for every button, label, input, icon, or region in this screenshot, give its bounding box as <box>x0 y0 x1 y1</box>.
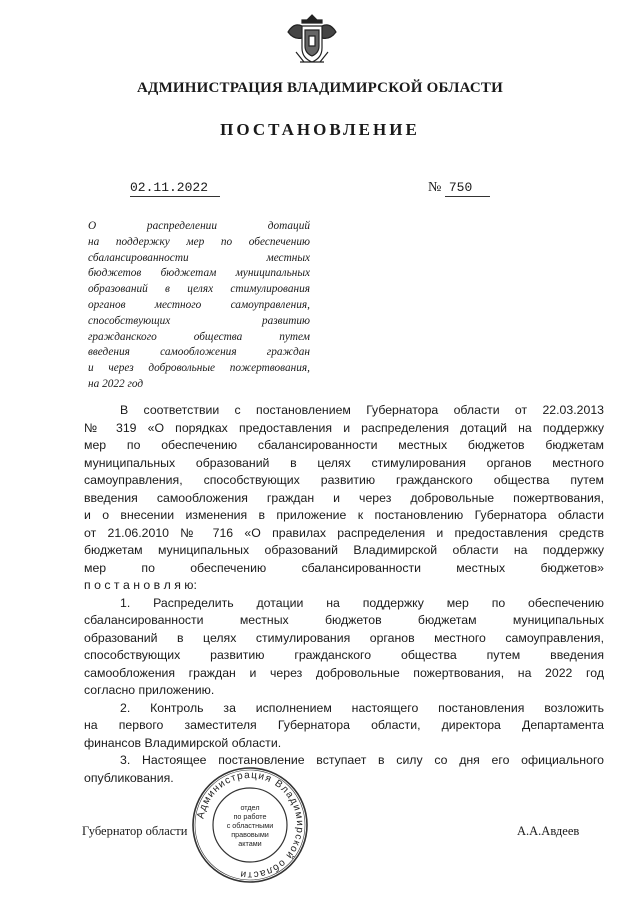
subject-line: введения самообложения граждан <box>88 346 310 359</box>
item1-line: сбалансированности местных бюджетов бюджетам муниципальных <box>84 613 604 627</box>
preamble-line: № 319 «О порядках предоставления и распределения дотаций на поддержку <box>84 420 604 435</box>
stamp-line: правовыми <box>231 830 269 839</box>
signature-role: Губернатор области <box>82 824 188 838</box>
stamp-line: актами <box>238 839 262 848</box>
item1-line: 1. Распределить дотации на поддержку мер по обеспечению <box>120 595 604 610</box>
subject-line: и через добровольные пожертвования, <box>88 362 310 375</box>
item1-line: самообложения граждан и через добровольные пожертвования, на 2022 год <box>84 665 604 680</box>
official-stamp <box>190 765 310 885</box>
subject-line: бюджетов бюджетам муниципальных <box>88 267 310 280</box>
preamble-line: самоуправления, способствующих развитию гражданского общества путем <box>84 473 604 487</box>
coat-of-arms-icon <box>278 12 346 72</box>
subject-line: образований в целях стимулирования <box>88 283 310 296</box>
document-number <box>428 180 490 196</box>
resolve-word: п о с т а н о в л я ю: <box>84 578 197 592</box>
document-body <box>84 402 604 787</box>
subject-line: органов местного самоуправления, <box>88 298 310 311</box>
item1-line: образований в целях стимулирования органов местного самоуправления, <box>84 630 604 645</box>
preamble-line: бюджетам муниципальных образований Владимирской области на поддержку <box>84 543 604 557</box>
subject-line: О распределении дотаций <box>88 220 310 232</box>
item1-line: согласно приложению. <box>84 683 215 697</box>
preamble-line: и о внесении изменения в приложение к постановлению Губернатора области <box>84 508 604 522</box>
organization-title: АДМИНИСТРАЦИЯ ВЛАДИМИРСКОЙ ОБЛАСТИ <box>137 80 503 96</box>
item2-line: финансов Владимирской области. <box>84 735 282 750</box>
document-type: ПОСТАНОВЛЕНИЕ <box>220 120 420 139</box>
preamble-line: В соответствии с постановлением Губернатора области от 22.03.2013 <box>120 403 604 417</box>
item1-line: способствующих развитию гражданского общества путем введения <box>84 648 604 662</box>
subject-line: сбалансированности местных <box>88 251 310 264</box>
stamp-line: с областными <box>226 821 274 830</box>
subject-line: на поддержку мер по обеспечению <box>88 235 310 248</box>
item2-line: на первого заместителя Губернатора области, директора Департамента <box>84 718 604 732</box>
signature-name: А.А.Авдеев <box>517 824 580 838</box>
preamble-line: мер по обеспечению сбалансированности местных бюджетов» <box>84 560 604 575</box>
preamble-line: от 21.06.2010 № 716 «О правилах распределения и предоставления средств <box>84 525 604 540</box>
stamp-outer-text: Администрация Владимирской области <box>195 769 306 881</box>
item2-line: 2. Контроль за исполнением настоящего постановления возложить <box>120 700 604 715</box>
number-value: 750 <box>445 180 490 197</box>
stamp-line: по работе <box>233 812 267 821</box>
subject-line: способствующих развитию <box>88 314 310 327</box>
document-date: 02.11.2022 <box>130 180 220 197</box>
preamble-line: введения самообложения граждан и через добровольные пожертвования, <box>84 490 604 505</box>
number-label: № <box>428 180 442 195</box>
subject-line: на 2022 год <box>88 377 144 390</box>
document-subject <box>88 219 310 393</box>
item3-line: опубликования. <box>84 770 174 785</box>
preamble-line: муниципальных образований в целях стимулирования органов местного <box>84 455 604 470</box>
item3-line: 3. Настоящее постановление вступает в силу со дня его официального <box>120 753 604 767</box>
subject-line: гражданского общества путем <box>88 330 310 343</box>
preamble-line: мер по обеспечению сбалансированности местных бюджетов бюджетам <box>84 438 604 452</box>
stamp-line: отдел <box>240 803 260 812</box>
